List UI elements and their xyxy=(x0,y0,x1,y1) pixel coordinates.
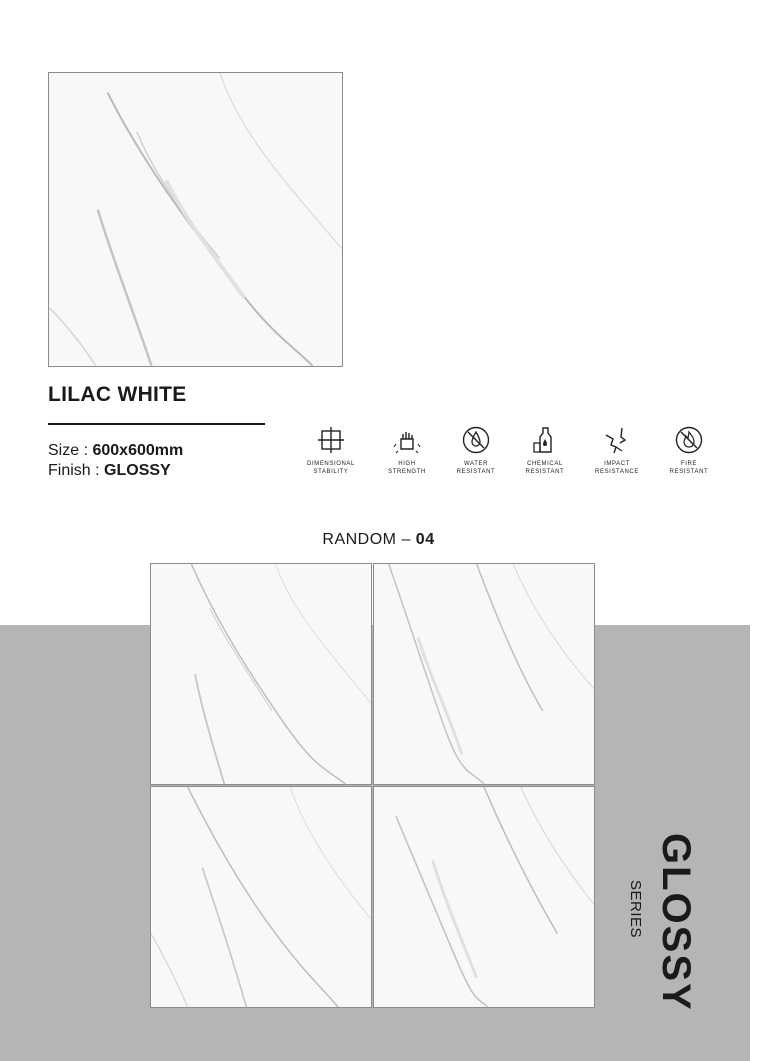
feature-label: DIMENSIONAL STABILITY xyxy=(307,461,355,475)
feature-impact-resistance xyxy=(585,425,649,476)
feature-label: WATER RESISTANT xyxy=(456,461,496,475)
title-underline xyxy=(48,423,265,425)
impact-resistance-icon xyxy=(602,425,632,455)
size-value: 600x600mm xyxy=(92,442,184,459)
series-sub-label xyxy=(625,880,649,950)
finish-label: Finish : xyxy=(48,462,100,479)
layout-tile-1 xyxy=(150,563,372,785)
water-resistant-icon xyxy=(461,425,491,455)
size-spec xyxy=(48,442,183,460)
layout-tile-4 xyxy=(373,786,595,1008)
feature-high-strength xyxy=(375,425,439,476)
feature-water-resistant xyxy=(444,425,508,476)
feature-chemical-resistant xyxy=(513,425,577,476)
layout-number: 04 xyxy=(415,531,435,548)
feature-fire-resistant xyxy=(657,425,721,476)
chemical-resistant-icon xyxy=(530,425,560,455)
layout-tile-3 xyxy=(150,786,372,1008)
size-label: Size : xyxy=(48,442,89,459)
feature-dimensional-stability xyxy=(299,425,363,476)
layout-tile-2 xyxy=(373,563,595,785)
series-label xyxy=(653,833,698,1012)
finish-value: GLOSSY xyxy=(104,462,171,479)
layout-label: RANDOM – xyxy=(322,531,416,548)
high-strength-icon xyxy=(392,425,422,455)
feature-label: FIRE RESISTANT xyxy=(669,461,709,475)
feature-label: HIGH STRENGTH xyxy=(388,461,426,475)
layout-caption xyxy=(0,531,757,549)
product-name: LILAC WHITE xyxy=(48,383,187,406)
series-sub: SERIES xyxy=(627,880,644,939)
series-name: GLOSSY xyxy=(654,833,698,1012)
feature-label: IMPACT RESISTANCE xyxy=(595,461,639,475)
finish-spec xyxy=(48,462,171,480)
fire-resistant-icon xyxy=(674,425,704,455)
feature-label: CHEMICAL RESISTANT xyxy=(525,461,565,475)
dimensional-stability-icon xyxy=(316,425,346,455)
main-tile-image xyxy=(48,72,343,367)
